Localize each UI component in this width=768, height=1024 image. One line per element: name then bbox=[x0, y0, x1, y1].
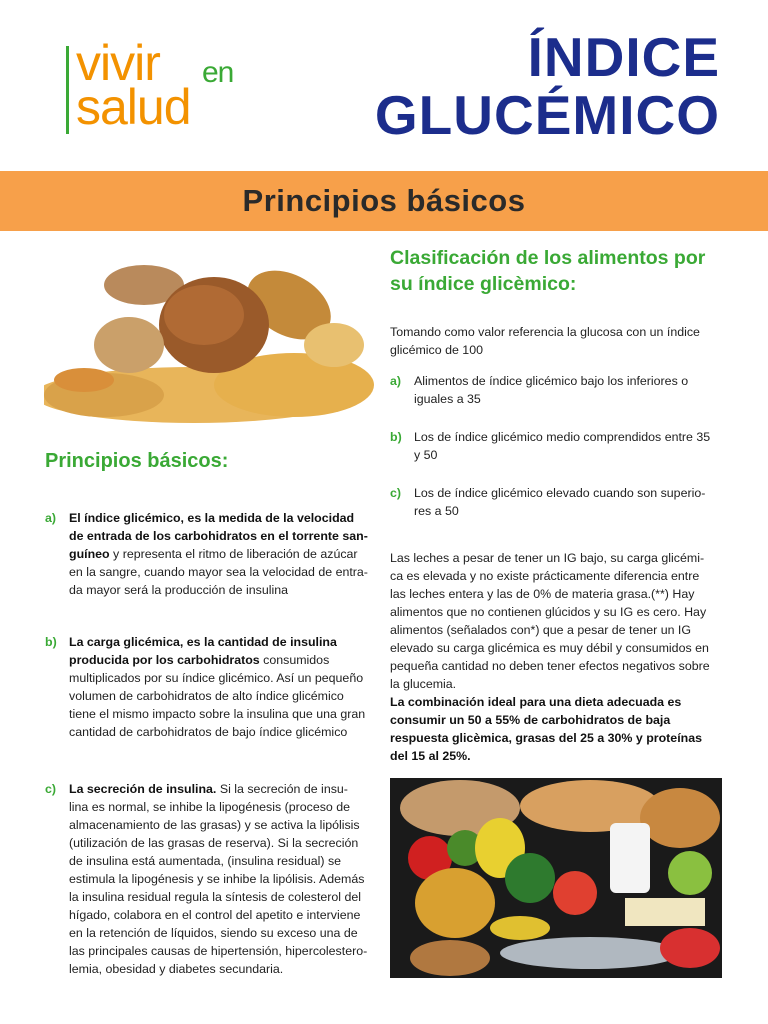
right-intro bbox=[390, 323, 720, 359]
right-paragraph bbox=[390, 549, 720, 765]
item-line: (utilización de las grasas de reserva). Si la secreción bbox=[69, 836, 359, 850]
item-text: consumidos bbox=[259, 653, 330, 667]
right-heading bbox=[390, 245, 720, 297]
para-bold-line: respuesta glicèmica, grasas del 25 a 30% y proteínas bbox=[390, 731, 702, 745]
item-bold-line: El índice glicémico, es la medida de la velocidad bbox=[69, 511, 355, 525]
logo-word-salud: salud bbox=[76, 79, 191, 135]
para-line: alimentos (señalados con*) que a pesar de tener un IG bbox=[390, 623, 691, 637]
item-line: las principales causas de hipertensión, hipercolestero- bbox=[69, 944, 368, 958]
item-text: y representa el ritmo de liberación de azúcar bbox=[109, 547, 358, 561]
section-banner bbox=[0, 171, 768, 231]
item-marker: c) bbox=[45, 782, 57, 796]
food-image bbox=[390, 778, 722, 978]
para-line: alimentos que no contienen glúcidos y su IG es cero. Hay bbox=[390, 605, 707, 619]
item-line: la insulina residual regula la síntesis de colesterol del bbox=[69, 890, 362, 904]
item-line: lina es normal, se inhibe la lipogénesis (proceso de bbox=[69, 800, 351, 814]
item-marker: a) bbox=[390, 374, 402, 388]
para-line: las leches entera y las de 0% de materia grasa.(**) Hay bbox=[390, 587, 695, 601]
para-bold-line: del 15 al 25%. bbox=[390, 749, 471, 763]
item-line: almacenamiento de las grasas) y se activa la lipólisis bbox=[69, 818, 360, 832]
logo-word-en: en bbox=[202, 56, 234, 89]
left-heading: Principios básicos: bbox=[45, 450, 229, 472]
para-bold-line: consumir un 50 a 55% de carbohidratos de baja bbox=[390, 713, 671, 727]
item-bold-line: guíneo bbox=[69, 547, 110, 561]
para-line: pequeña cantidad no deben tener efectos negativos sobre bbox=[390, 659, 710, 673]
title-line-1: ÍNDICE bbox=[527, 26, 720, 88]
item-bold-line: de entrada de los carbohidratos en el torrente san- bbox=[69, 529, 368, 543]
item-line: Los de índice glicémico elevado cuando son superio- bbox=[414, 486, 706, 500]
para-line: elevado su carga glicémica es muy débil y consumidos en bbox=[390, 641, 709, 655]
item-line: volumen de carbohidratos de alto índice glicémico bbox=[69, 689, 344, 703]
right-heading-line-2: su índice glicèmico: bbox=[390, 273, 577, 295]
item-line: res a 50 bbox=[414, 504, 459, 518]
item-line: estimula la lipogénesis y se inhibe la lipólisis. Además bbox=[69, 872, 365, 886]
item-marker: c) bbox=[390, 486, 402, 500]
bread-image bbox=[44, 245, 374, 425]
para-line: la glucemia. bbox=[390, 677, 457, 691]
item-line: lemia, obesidad y diabetes secundaria. bbox=[69, 962, 284, 976]
para-line: ca es elevada y no existe prácticamente diferencia entre bbox=[390, 569, 700, 583]
intro-line: glicémico de 100 bbox=[390, 343, 483, 357]
item-line: cantidad de carbohidratos de bajo índice glicémico bbox=[69, 725, 348, 739]
item-line: de insulina está aumentada, (insulina residual) se bbox=[69, 854, 342, 868]
item-text: Si la secreción de insu- bbox=[216, 782, 348, 796]
item-line: Los de índice glicémico medio comprendidos entre 35 bbox=[414, 430, 711, 444]
item-marker: a) bbox=[45, 511, 57, 525]
item-line: tiene el mismo impacto sobre la insulina que una gran bbox=[69, 707, 366, 721]
item-line: en la retención de líquidos, siendo su exceso una de bbox=[69, 926, 358, 940]
item-bold-line: La carga glicémica, es la cantidad de insulina bbox=[69, 635, 337, 649]
logo-bar bbox=[66, 46, 69, 134]
item-line: y 50 bbox=[414, 448, 438, 462]
page-title bbox=[375, 28, 720, 144]
item-bold-line: La secreción de insulina. bbox=[69, 782, 217, 796]
item-marker: b) bbox=[390, 430, 402, 444]
item-line: hígado, colabora en el control del apetito e interviene bbox=[69, 908, 361, 922]
right-heading-line-1: Clasificación de los alimentos por bbox=[390, 247, 706, 269]
banner-title: Principios básicos bbox=[242, 183, 526, 218]
para-bold-line: La combinación ideal para una dieta adecuada es bbox=[390, 695, 682, 709]
logo-word-vivir: vivir bbox=[76, 35, 160, 91]
item-line: Alimentos de índice glicémico bajo los inferiores o bbox=[414, 374, 689, 388]
title-line-2: GLUCÉMICO bbox=[374, 84, 720, 146]
item-line: en la sangre, cuando mayor sea la velocidad de entra- bbox=[69, 565, 368, 579]
intro-line: Tomando como valor referencia la glucosa con un índice bbox=[390, 325, 700, 339]
logo bbox=[66, 35, 266, 137]
item-line: da mayor será la producción de insulina bbox=[69, 583, 289, 597]
item-line: multiplicados por su índice glicémico. Así un pequeño bbox=[69, 671, 364, 685]
para-line: Las leches a pesar de tener un IG bajo, su carga glicémi- bbox=[390, 551, 705, 565]
item-line: iguales a 35 bbox=[414, 392, 481, 406]
item-marker: b) bbox=[45, 635, 57, 649]
item-bold-line: producida por los carbohidratos bbox=[69, 653, 260, 667]
